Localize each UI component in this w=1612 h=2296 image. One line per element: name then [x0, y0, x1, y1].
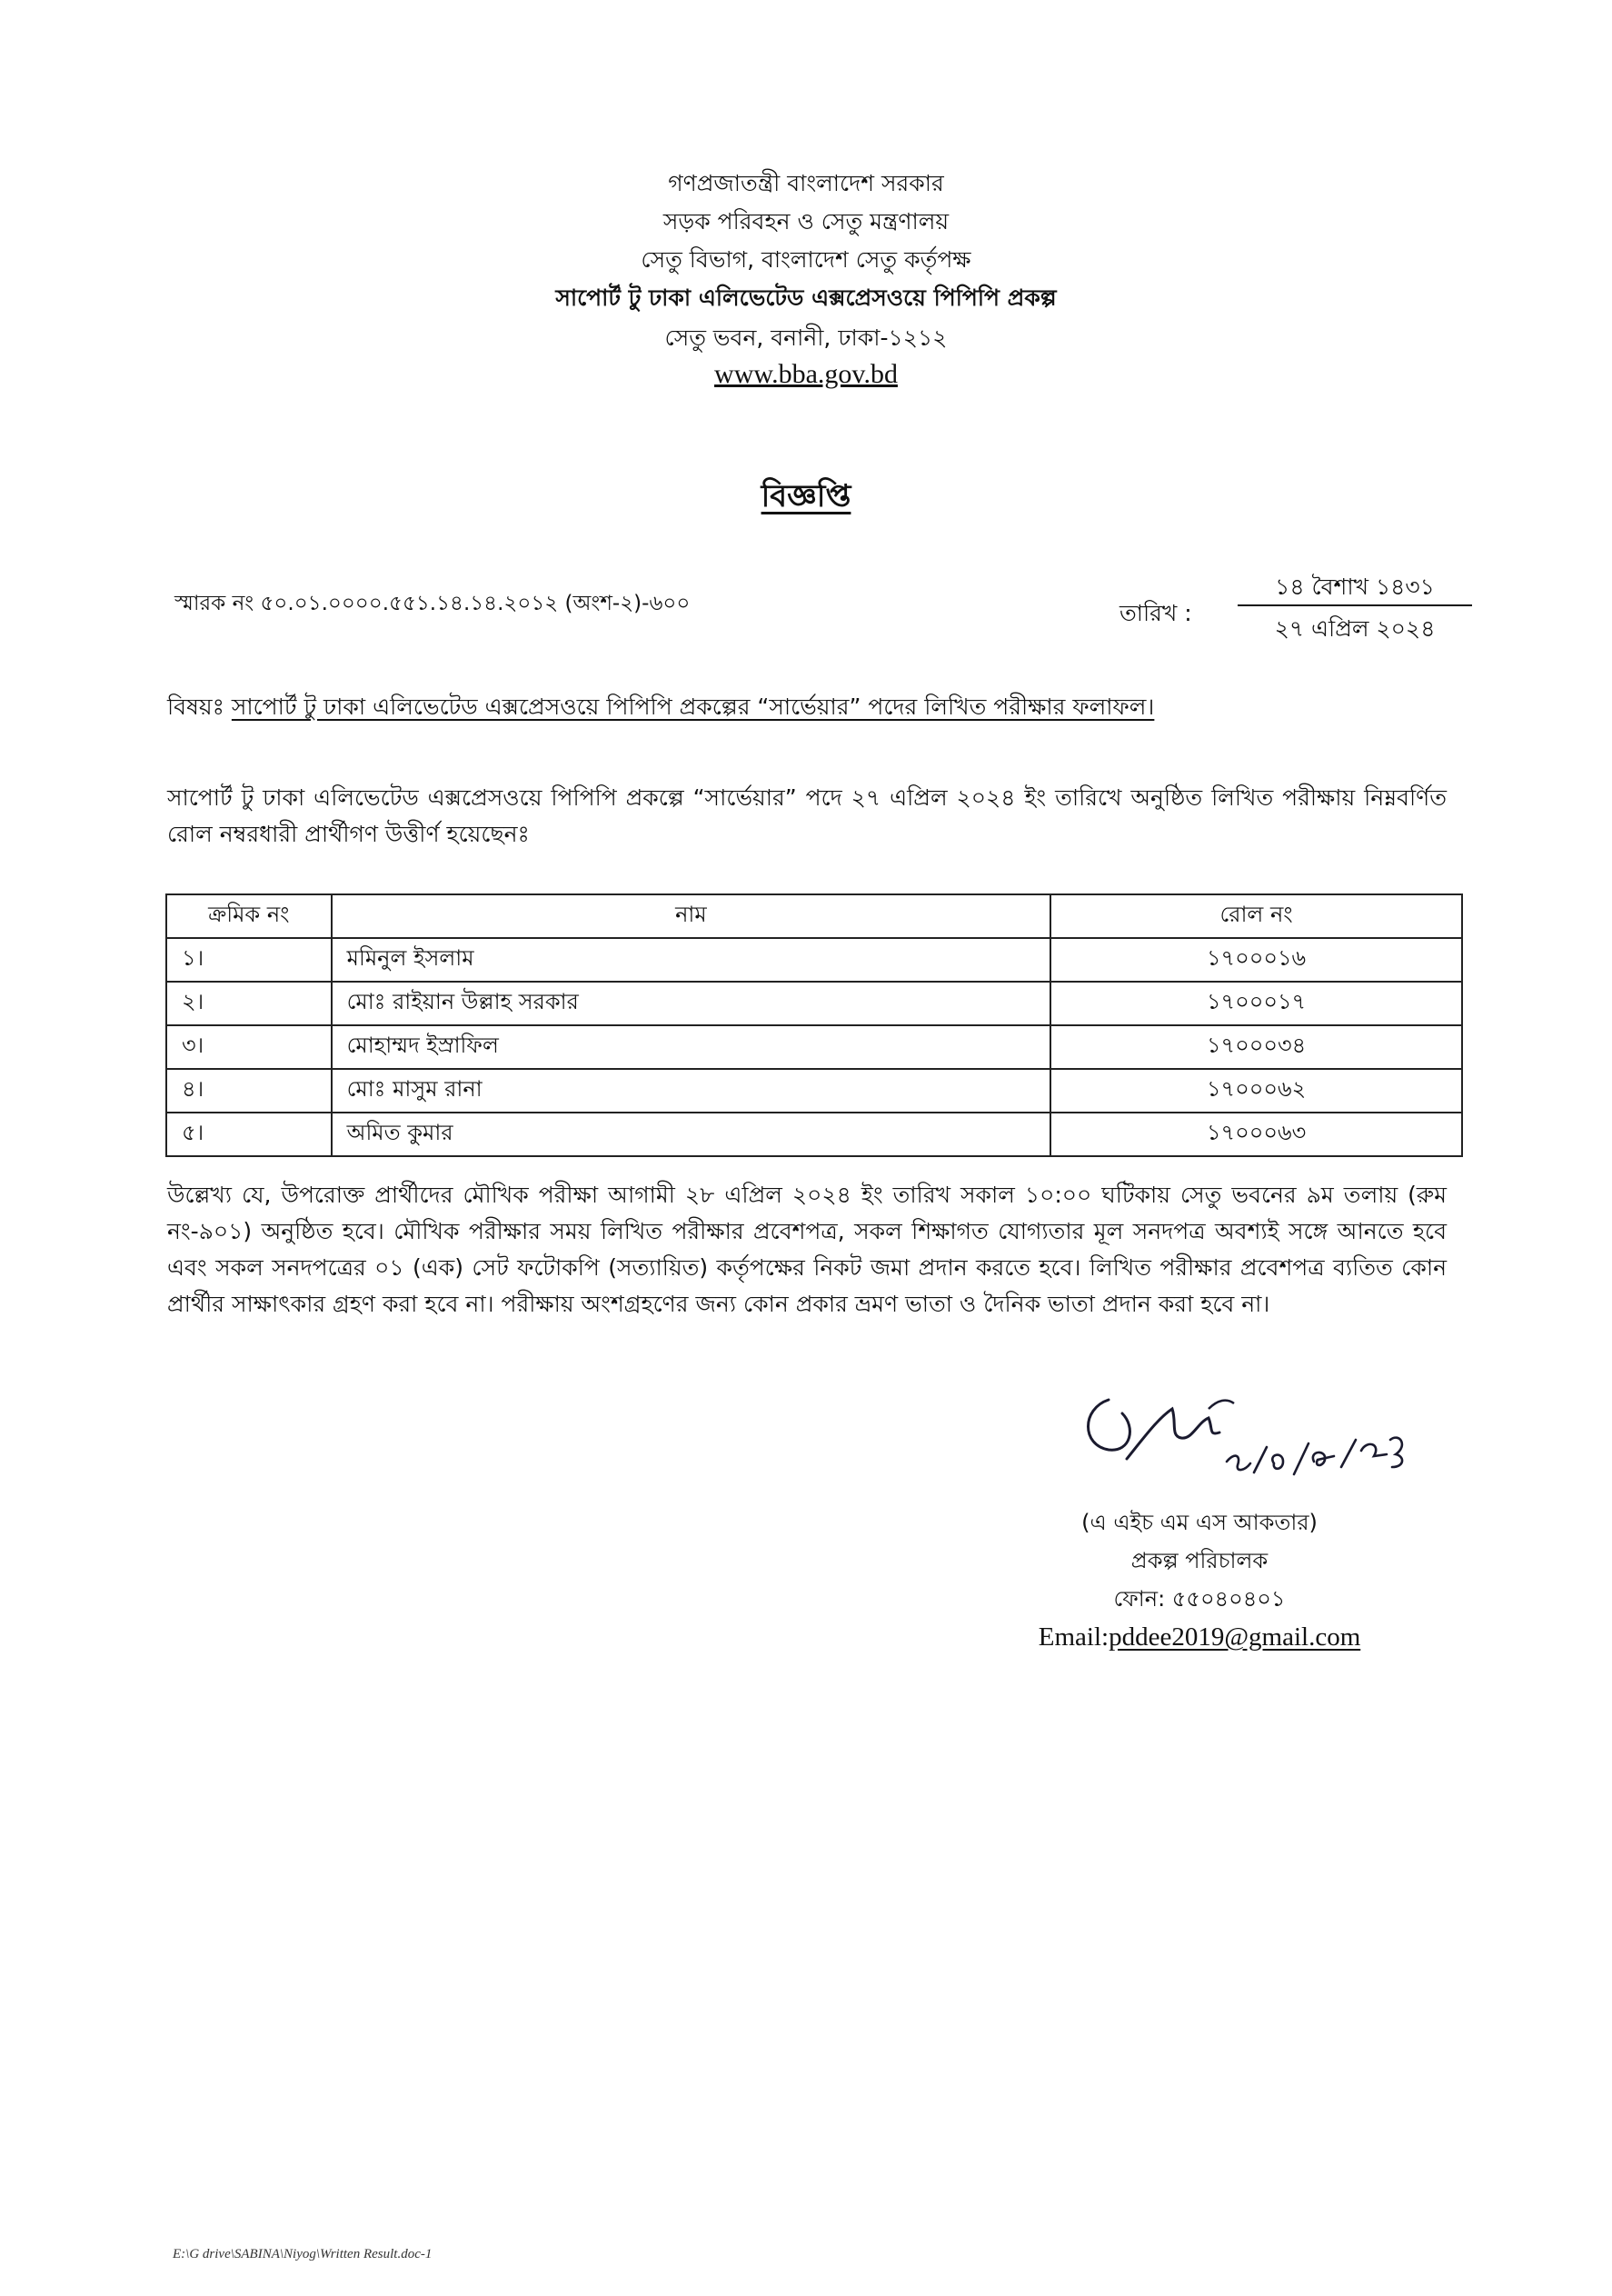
- subject-text: সাপোর্ট টু ঢাকা এলিভেটেড এক্সপ্রেসওয়ে পিপিপি প্রকল্পের “সার্ভেয়ার” পদের লিখিত পরীক্ষার ফলাফল।: [231, 694, 1155, 720]
- file-path-footer: E:\G drive\SABINA\Niyog\Written Result.doc-1: [173, 2247, 433, 2261]
- note-paragraph: উল্লেখ্য যে, উপরোক্ত প্রার্থীদের মৌখিক পরীক্ষা আগামী ২৮ এপ্রিল ২০২৪ ইং তারিখ সকাল ১০:০০ ঘটিকায় সেতু ভবনের ৯ম তলায় (রুম নং-৯০১) অনুষ্ঠিত হবে। মৌখিক পরীক্ষার সময় লিখিত পরীক্ষার প্রবেশপত্র, সকল শিক্ষাগত যোগ্যতার মূল সনদপত্র অবশ্যই সঙ্গে আনতে হবে এবং সকল সনদপত্রের ০১ (এক) সেট ফটোকপি (সত্যায়িত) কর্তৃপক্ষের নিকট জমা প্রদান করতে হবে। লিখিত পরীক্ষার প্রবেশপত্র ব্যতিত কোন প্রার্থীর সাক্ষাৎকার গ্রহণ করা হবে না। পরীক্ষায় অংশগ্রহণের জন্য কোন প্রকার ভ্রমণ ভাতা ও দৈনিক ভাতা প্রদান করা হবে না।: [167, 1182, 1447, 1317]
- name-cell: মমিনুল ইসলাম: [332, 938, 1050, 982]
- notice-title-wrap: [0, 473, 1612, 524]
- header-project: সাপোর্ট টু ঢাকা এলিভেটেড এক্সপ্রেসওয়ে পিপিপি প্রকল্প: [555, 285, 1057, 311]
- results-table: [165, 893, 1463, 1157]
- signatory-phone: ফোন: ৫৫০৪০৪০১: [1113, 1586, 1286, 1612]
- subject-line: [167, 689, 1154, 728]
- signatory-email[interactable]: pddee2019@gmail.com: [1109, 1622, 1361, 1652]
- date-english: ২৭ এপ্রিল ২০২৪: [1274, 615, 1436, 642]
- roll-cell: ১৭০০০৬৩: [1050, 1113, 1462, 1156]
- header-government: গণপ্রজাতন্ত্রী বাংলাদেশ সরকার: [668, 170, 944, 196]
- serial-cell: ৩।: [166, 1025, 332, 1069]
- serial-cell: ২।: [166, 982, 332, 1025]
- date-divider: [1238, 604, 1472, 606]
- header-website-wrap: [0, 360, 1612, 390]
- name-cell: মোঃ মাসুম রানা: [332, 1069, 1050, 1113]
- notice-title: বিজ্ঞপ্তি: [761, 478, 851, 514]
- header-roll: রোল নং: [1050, 894, 1462, 938]
- date-bangla: ১৪ বৈশাখ ১৪৩১: [1275, 574, 1435, 600]
- date-label: তারিখ :: [1119, 600, 1192, 626]
- serial-cell: ৫।: [166, 1113, 332, 1156]
- subject-label: বিষয়ঃ: [167, 694, 224, 720]
- table-row: [166, 1113, 1462, 1156]
- serial-cell: ৪।: [166, 1069, 332, 1113]
- header-address: সেতু ভবন, বনানী, ঢাকা-১২১২: [664, 324, 948, 351]
- roll-cell: ১৭০০০১৬: [1050, 938, 1462, 982]
- signatory-name: (এ এইচ এম এস আকতার): [1081, 1510, 1318, 1535]
- name-cell: মোঃ রাইয়ান উল্লাহ সরকার: [332, 982, 1050, 1025]
- table-row: [166, 1025, 1462, 1069]
- handwritten-signature: [1072, 1373, 1418, 1491]
- roll-cell: ১৭০০০৩৪: [1050, 1025, 1462, 1069]
- header-name: নাম: [332, 894, 1050, 938]
- signatory-designation: প্রকল্প পরিচালক: [1130, 1548, 1269, 1573]
- table-row: [166, 938, 1462, 982]
- header-ministry: সড়ক পরিবহন ও সেতু মন্ত্রণালয়: [662, 208, 950, 235]
- table-header-row: [166, 894, 1462, 938]
- header-serial: ক্রমিক নং: [166, 894, 332, 938]
- header-division: সেতু বিভাগ, বাংলাদেশ সেতু কর্তৃপক্ষ: [641, 246, 971, 273]
- roll-cell: ১৭০০০১৭: [1050, 982, 1462, 1025]
- name-cell: মোহাম্মদ ইস্রাফিল: [332, 1025, 1050, 1069]
- signatory-email-line: [990, 1619, 1408, 1656]
- email-label: Email:: [1038, 1622, 1109, 1652]
- roll-cell: ১৭০০০৬২: [1050, 1069, 1462, 1113]
- table-row: [166, 1069, 1462, 1113]
- header-website[interactable]: www.bba.gov.bd: [714, 359, 898, 389]
- memo-reference: স্মারক নং ৫০.০১.০০০০.৫৫১.১৪.১৪.২০১২ (অংশ-২)-৬০০: [174, 592, 691, 615]
- table-row: [166, 982, 1462, 1025]
- serial-cell: ১।: [166, 938, 332, 982]
- name-cell: অমিত কুমার: [332, 1113, 1050, 1156]
- intro-paragraph: সাপোর্ট টু ঢাকা এলিভেটেড এক্সপ্রেসওয়ে পিপিপি প্রকল্পে “সার্ভেয়ার” পদে ২৭ এপ্রিল ২০২৪ ইং তারিখে অনুষ্ঠিত লিখিত পরীক্ষায় নিম্নবর্ণিত রোল নম্বরধারী প্রার্থীগণ উত্তীর্ণ হয়েছেনঃ: [167, 784, 1447, 847]
